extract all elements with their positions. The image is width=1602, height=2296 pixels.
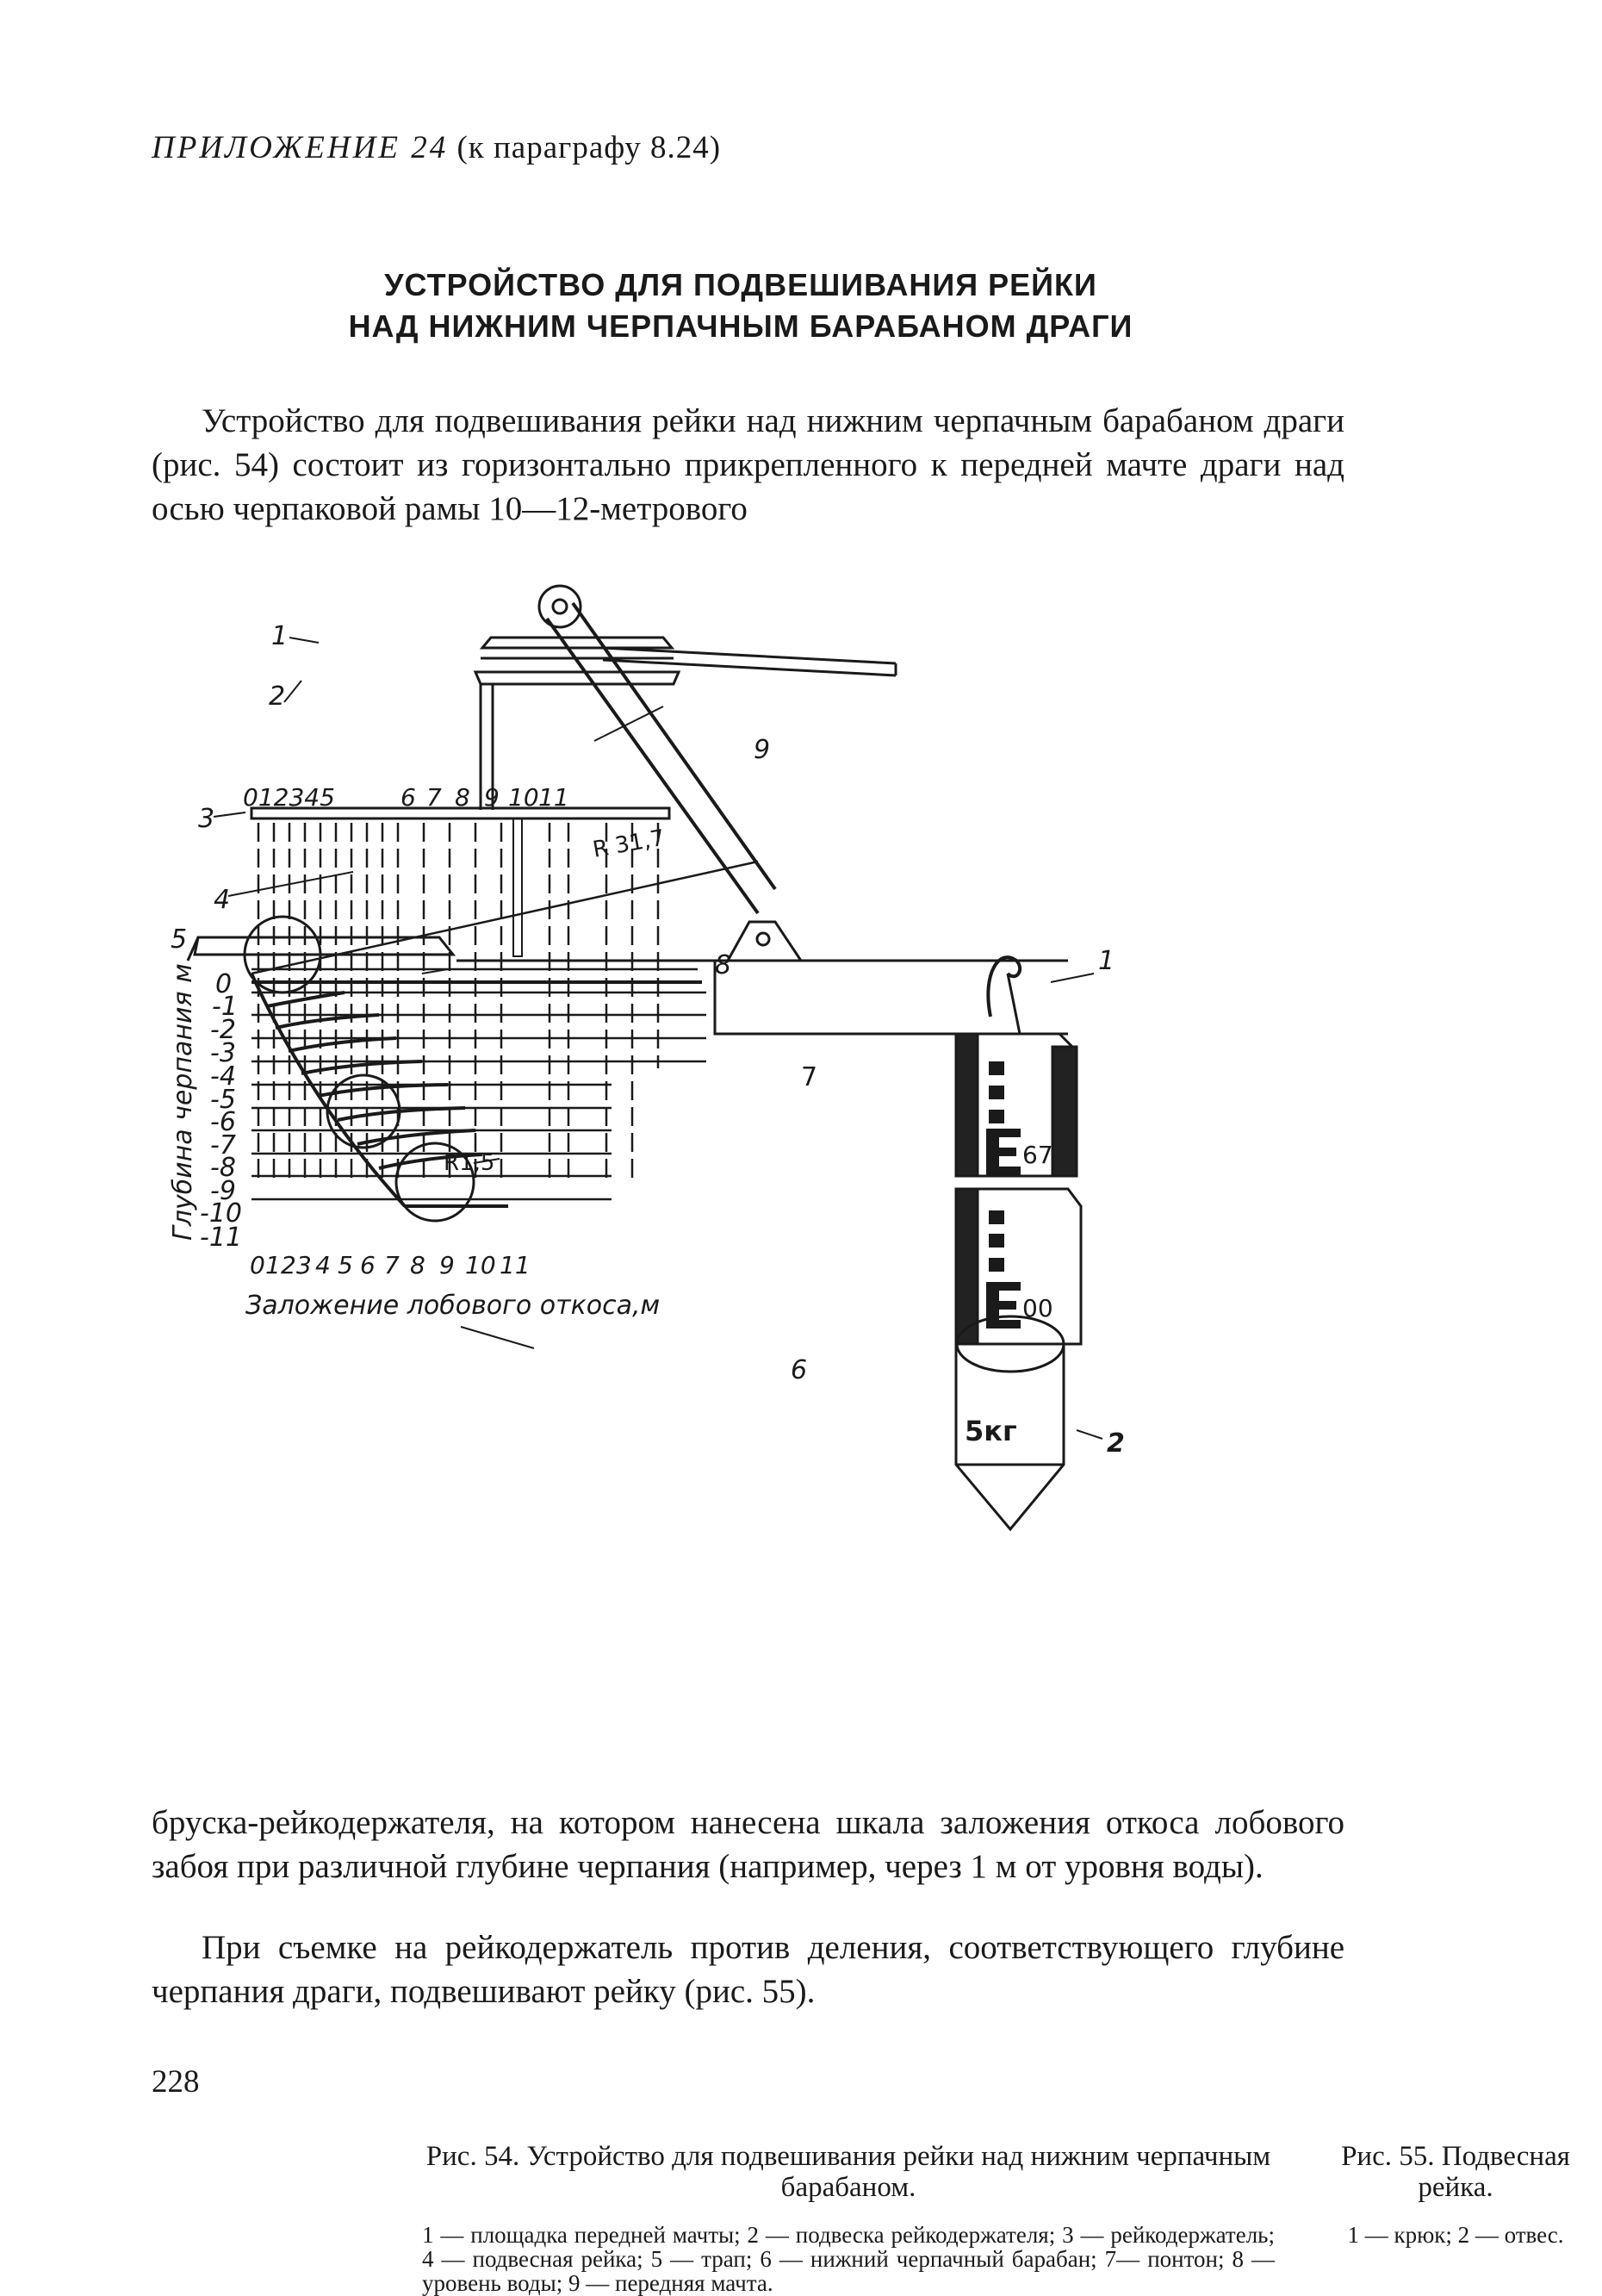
figure-54-55-drawing bbox=[168, 569, 1361, 1559]
bottom-scale-6: 6 bbox=[360, 1251, 376, 1279]
pontoon bbox=[456, 961, 1068, 1034]
bottom-scale-8: 8 bbox=[410, 1251, 425, 1279]
callout-5: 5 bbox=[171, 924, 188, 955]
figure-55-caption: Рис. 55. Подвесная рейка. bbox=[1341, 2141, 1570, 2203]
continued-paragraph: бруска-рейкодержателя, на котором нанесена шкала заложения откоса лобового забоя при различной глубине черпания (например, через 1 м от уровня воды). bbox=[152, 1804, 1344, 1885]
rod-mark-00: 00 bbox=[1022, 1294, 1053, 1322]
depth-5: -5 bbox=[210, 1085, 236, 1115]
rod-lower-shadow bbox=[956, 1189, 978, 1344]
callout-4: 4 bbox=[214, 885, 231, 915]
top-scale-left: 012345 bbox=[243, 783, 335, 812]
top-scale-6: 6 bbox=[400, 783, 416, 812]
callout-7: 7 bbox=[801, 1062, 818, 1092]
intro-paragraph bbox=[152, 399, 1344, 531]
bottom-scale-0: 0 bbox=[250, 1251, 265, 1279]
appendix-reference: (к параграфу 8.24) bbox=[456, 130, 722, 165]
bottom-scale-1: 1 bbox=[265, 1251, 281, 1279]
depth-9: -9 bbox=[210, 1176, 236, 1206]
front-mast bbox=[547, 603, 775, 913]
depth-1: -1 bbox=[212, 992, 238, 1022]
bottom-scale-5: 5 bbox=[338, 1251, 353, 1279]
depth-3: -3 bbox=[210, 1038, 236, 1068]
rod-upper-side bbox=[1052, 1047, 1077, 1176]
depth-11: -11 bbox=[200, 1223, 242, 1253]
hanging-rod bbox=[513, 818, 522, 956]
radius-small-label: R1,5 bbox=[444, 1150, 495, 1176]
fig55-callout-1: 1 bbox=[1098, 946, 1115, 976]
document-title-line-1: УСТРОЙСТВО ДЛЯ ПОДВЕШИВАНИЯ РЕЙКИ bbox=[384, 267, 1097, 302]
page-number: 228 bbox=[152, 2064, 200, 2100]
top-scale-8: 8 bbox=[455, 783, 470, 812]
rod-mark-67: 67 bbox=[1022, 1141, 1053, 1169]
weight-label: 5кг bbox=[965, 1415, 1017, 1447]
figure-54-legend: 1 — площадка передней мачты; 2 — подвеска рейкодержателя; 3 — рейкодержатель; 4 — подвесная рейка; 5 — трап; 6 — нижний черпачный барабан; 7— понтон; 8 — уровень воды; 9 — передняя мачта. bbox=[422, 2222, 1275, 2296]
mast-hinge bbox=[757, 933, 769, 945]
callout-9: 9 bbox=[754, 735, 771, 765]
depth-4: -4 bbox=[210, 1061, 236, 1092]
y-axis-label: Глубина черпания м bbox=[168, 963, 198, 1241]
figure-54-caption: Рис. 54. Устройство для подвешивания рейки над нижним черпачным барабаном. bbox=[425, 2141, 1271, 2203]
depth-6: -6 bbox=[210, 1107, 236, 1137]
depth-8: -8 bbox=[210, 1153, 236, 1183]
figure-54-drawing bbox=[188, 586, 1068, 1348]
bottom-scale-11: 11 bbox=[500, 1251, 531, 1279]
intro-paragraph-text: Устройство для подвешивания рейки над нижним черпачным барабаном драги (рис. 54) состоит из горизонтально прикрепленного к передней мачте драги над осью черпаковой рамы 10—12-метрового bbox=[152, 402, 1344, 527]
callout-2: 2 bbox=[269, 681, 286, 712]
bottom-scale-2: 2 bbox=[281, 1251, 296, 1279]
appendix-heading bbox=[152, 129, 721, 166]
bottom-scale-9: 9 bbox=[439, 1251, 455, 1279]
second-paragraph bbox=[152, 1926, 1344, 2013]
depth-2: -2 bbox=[210, 1015, 236, 1045]
figure-55-legend: 1 — крюк; 2 — отвес. bbox=[1347, 2222, 1564, 2248]
callout-6: 6 bbox=[791, 1355, 808, 1385]
top-scale-9: 9 bbox=[484, 783, 500, 812]
radius-large-label: R 31,7 bbox=[591, 824, 668, 863]
radius-line bbox=[251, 862, 758, 974]
bottom-scale-7: 7 bbox=[384, 1251, 400, 1279]
depth-0: 0 bbox=[215, 969, 233, 999]
second-paragraph-text: При съемке на рейкодержатель против деления, соответствующего глубине черпания драги, подвешивают рейку (рис. 55). bbox=[152, 1929, 1344, 2010]
rod-upper-shadow bbox=[956, 1034, 978, 1176]
top-scale-10: 10 bbox=[508, 783, 539, 812]
bottom-scale-3: 3 bbox=[296, 1251, 312, 1279]
callout-8: 8 bbox=[715, 950, 732, 980]
scale-droplines bbox=[258, 823, 658, 1180]
callout-1: 1 bbox=[271, 621, 289, 651]
depth-10: -10 bbox=[200, 1198, 242, 1229]
mast-base bbox=[728, 922, 801, 961]
appendix-label: ПРИЛОЖЕНИЕ 24 bbox=[152, 130, 449, 165]
top-scale-11: 11 bbox=[538, 783, 569, 812]
top-scale-7: 7 bbox=[426, 783, 442, 812]
mast-pulley-axle bbox=[553, 600, 567, 613]
x-axis-label: Заложение лобового откоса,м bbox=[245, 1291, 661, 1321]
bottom-scale-4: 4 bbox=[315, 1251, 331, 1279]
fig55-callout-2: 2 bbox=[1107, 1428, 1125, 1459]
callout-3: 3 bbox=[198, 804, 215, 834]
document-title-line-2: НАД НИЖНИМ ЧЕРПАЧНЫМ БАРАБАНОМ ДРАГИ bbox=[348, 308, 1133, 344]
depth-7: -7 bbox=[210, 1130, 236, 1160]
bottom-scale-10: 10 bbox=[465, 1251, 496, 1279]
